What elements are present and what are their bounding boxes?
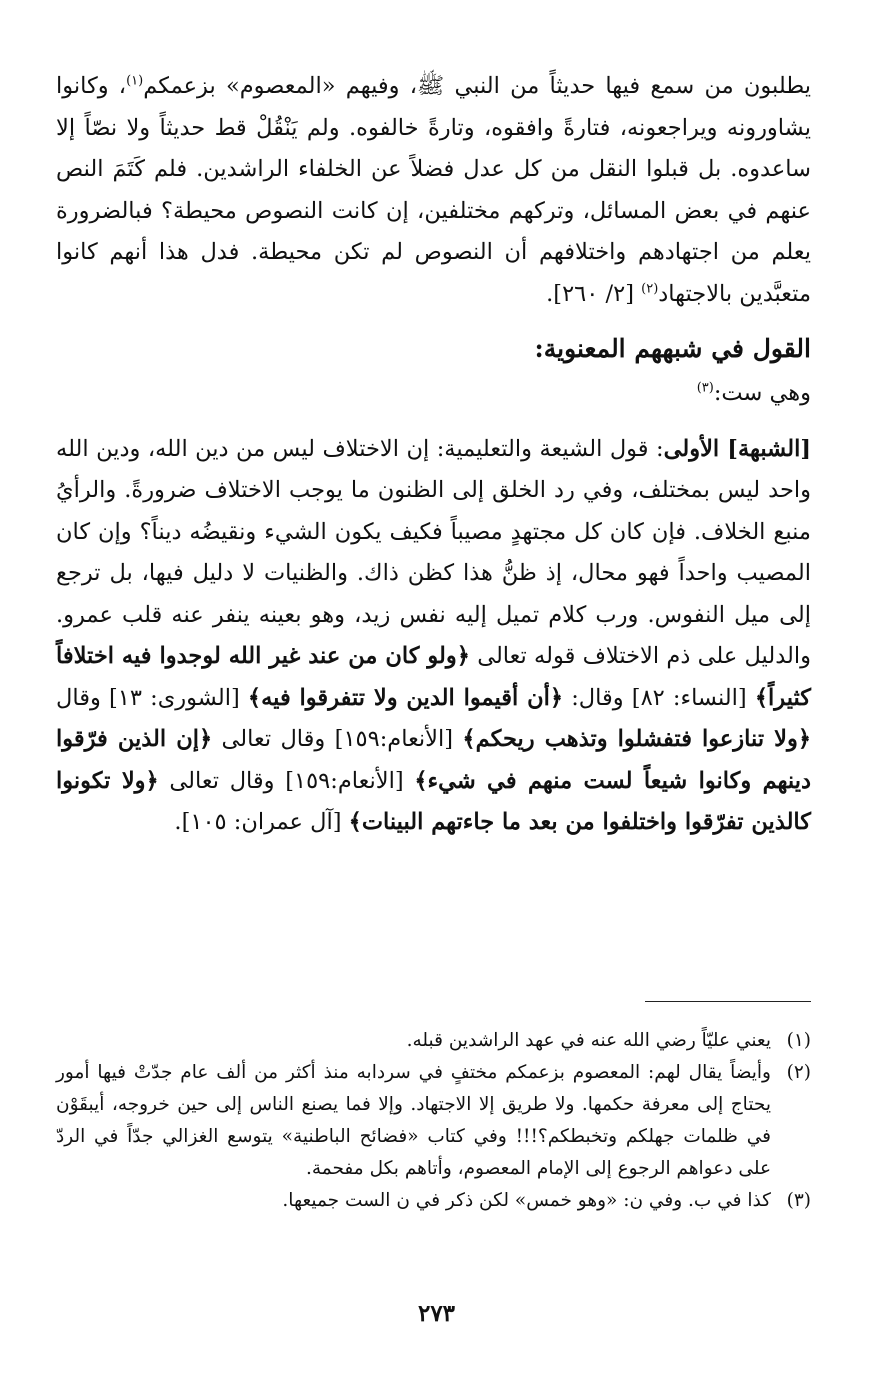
main-text [56, 66, 811, 844]
footnote-ref-2: (٢) [641, 281, 659, 296]
footnote-1 [56, 1025, 811, 1057]
footnote-ref-3: (٣) [696, 380, 714, 396]
paragraph-2-text-2: [النساء: ٨٢] وقال: [563, 684, 755, 711]
page-number: ٢٧٣ [417, 1300, 456, 1327]
footnote-2 [56, 1057, 811, 1185]
quran-verse-3: ﴿ولا تنازعوا فتفشلوا وتذهب ريحكم﴾ [462, 726, 812, 752]
paragraph-1-text-b: ، وكانوا يشاورونه ويراجعونه، فتارةً وافقوه، وتارةً خالفوه. ولم يَنْقُلْ قط حديثاً ولا نصّاً إلا ساعدوه. بل قبلوا النقل من كل عدل فضلاً عن الخلفاء الراشدين. فلم كَتَمَ النص عنهم في بعض المسائل، وتركهم مختلفين، إن كانت النصوص محيطة؟ فبالضرورة يعلم من اجتهادهم واختلافهم أن النصوص لم تكن محيطة. فدل هذا أنهم كانوا متعبَّدين بالاجتهاد [56, 73, 811, 307]
paragraph-2-text-6: [آل عمران: ١٠٥]. [174, 809, 349, 835]
footnote-separator [645, 1001, 811, 1002]
doubt-label: [الشبهة] الأولى [663, 435, 811, 462]
footnote-text: يعني عليّاً رضي الله عنه في عهد الراشدين قبله. [406, 1030, 771, 1051]
paragraph-2-text-1: : قول الشيعة والتعليمية: إن الاختلاف ليس من دين الله، ودين الله واحد ليس بمختلف، وفي رد الخلق إلى الظنون ما يوجب الاختلاف ضرورةً. والرأيُ منبع الخلاف. فإن كان كل مجتهدٍ مصيباً فكيف يكون الشيء ونقيضُه ديناً؟ وإن كان المصيب واحداً فهو محال، إذ ظنُّ هذا كظن ذاك. والظنيات لا دليل فيها، بل ترجع إلى ميل النفوس. ورب كلام تميل إليه نفس زيد، وهو بعينه ينفر عنه قلب عمرو. والدليل على ذم الاختلاف قوله تعالى [56, 435, 811, 669]
subline-text: وهي ست: [713, 380, 811, 406]
footnote-3 [56, 1185, 811, 1217]
footnote-text: كذا في ب. وفي ن: «وهو خمس» لكن ذكر في ن الست جميعها. [282, 1190, 771, 1211]
paragraph-1-text-a: يطلبون من سمع فيها حديثاً من النبي ﷺ، وفيهم «المعصوم» بزعمكم [143, 73, 812, 99]
section-heading: القول في شبههم المعنوية: [534, 334, 811, 363]
quran-verse-1: ﴿ولو كان من عند غير الله لوجدوا فيه اختلافاً كثيراً﴾ [56, 643, 811, 711]
section-subline [56, 373, 811, 415]
paragraph-2-text-3: [الشورى: ١٣] وقال [56, 684, 248, 711]
quran-verse-5: ﴿ولا تكونوا كالذين تفرّقوا واختلفوا من بعد ما جاءتهم البينات﴾ [56, 767, 811, 835]
footnote-text: وأيضاً يقال لهم: المعصوم بزعمكم مختفٍ في سردابه منذ أكثر من ألف عام جدّتْ فيها أمور يحتاج إلى معرفة حكمها. ولا طريق إلا الاجتهاد. وإلا فما يصنع الناس إلى حين خروجه، أيبقَوْن في ظلمات جهلكم وتخبطكم؟!!! وفي كتاب «فضائح الباطنية» يتوسع الغزالي جدّاً في الردّ على دعواهم الرجوع إلى الإمام المعصوم، وأتاهم بكل مفحمة. [56, 1062, 771, 1179]
footnotes [56, 1025, 811, 1217]
paragraph-1 [56, 66, 811, 315]
paragraph-2-text-5: [الأنعام:١٥٩] وقال تعالى [158, 767, 415, 794]
quran-verse-4: ﴿إن الذين فرّقوا دينهم وكانوا شيعاً لست منهم في شيء﴾ [56, 726, 812, 794]
footnote-ref-1: (١) [126, 73, 144, 89]
quran-verse-2: ﴿أن أقيموا الدين ولا تتفرقوا فيه﴾ [247, 684, 564, 711]
footnote-number: (٢) [786, 1062, 811, 1083]
footnote-number: (٣) [786, 1190, 811, 1211]
paragraph-2 [56, 429, 811, 844]
footnote-number: (١) [786, 1030, 811, 1051]
paragraph-2-text-4: [الأنعام:١٥٩] وقال تعالى [212, 726, 463, 752]
paragraph-1-citation: [٢/ ٢٦٠]. [546, 280, 642, 307]
